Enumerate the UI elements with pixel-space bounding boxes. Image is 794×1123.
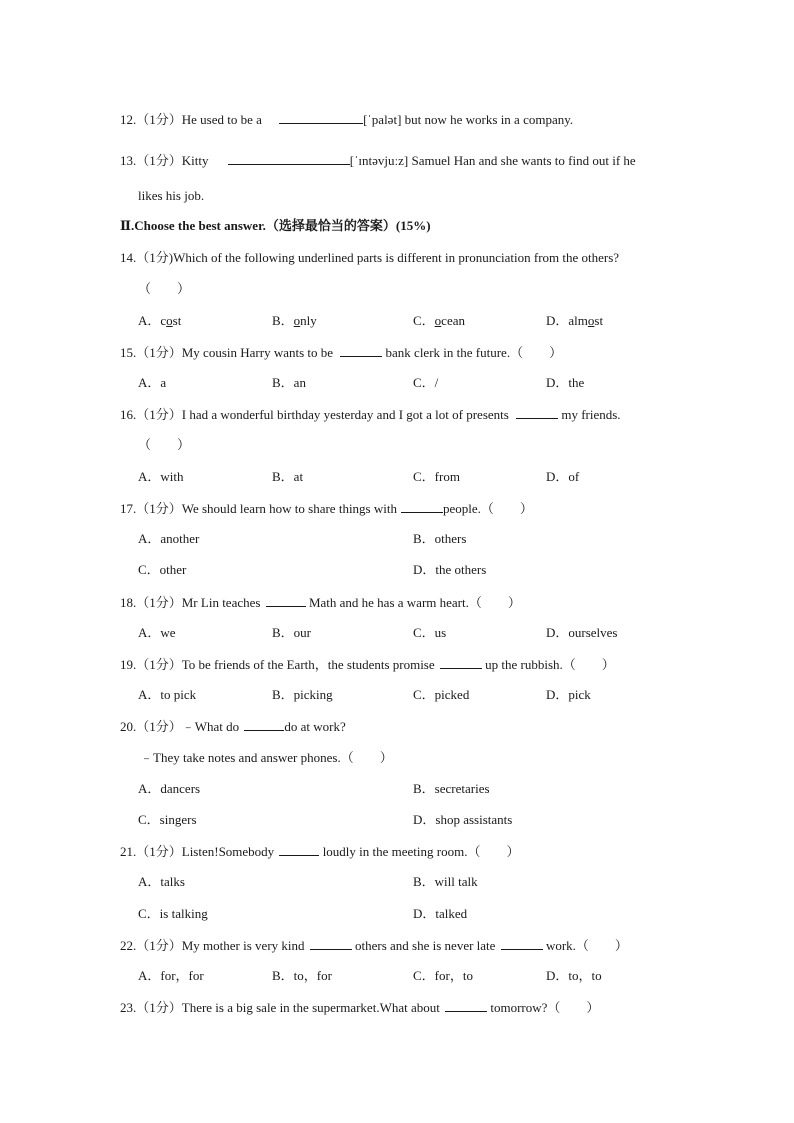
answer-blank[interactable] [266,594,306,607]
option-letter: A． [138,687,161,702]
q18-stem: 18.（1分）Mr Lin teaches [120,595,261,610]
question-19 [120,656,615,673]
q20-response-line: ﹣They take notes and answer phones.（ ） [140,750,393,765]
option-letter: C． [138,562,160,577]
option-text: st [172,313,182,328]
q19-stem-end: up the rubbish.（ ） [485,657,615,672]
option-b[interactable] [272,687,333,703]
option-c[interactable] [413,313,465,329]
option-text: a [160,375,167,390]
underlined-letter: o [587,313,595,328]
option-letter: C． [413,313,435,328]
option-a[interactable] [138,313,181,329]
option-b[interactable] [272,313,317,329]
q19-stem: 19.（1分）To be friends of the Earth，the students promise [120,657,435,672]
option-a[interactable] [138,531,199,547]
q23-stem-end: tomorrow?（ ） [490,1000,600,1015]
option-text: another [160,531,200,546]
option-letter: A． [138,375,161,390]
option-letter: B． [272,625,294,640]
q22-stem-end: work.（ ） [545,938,628,953]
option-b[interactable] [413,781,490,797]
q22-stem: 22.（1分）My mother is very kind [120,938,305,953]
q21-stem-end: loudly in the meeting room.（ ） [322,844,520,859]
option-a[interactable] [138,625,176,641]
option-letter: D． [546,968,569,983]
answer-paren[interactable]: （ ） [138,281,191,296]
option-text: at [293,469,304,484]
option-letter: A． [138,968,161,983]
option-b[interactable] [272,469,303,485]
option-d[interactable] [413,812,512,828]
option-text: to pick [160,687,197,702]
option-a[interactable] [138,874,185,890]
option-letter: A． [138,531,161,546]
option-text: nly [300,313,317,328]
option-letter: C． [413,469,435,484]
option-text: others [434,531,467,546]
option-text: the [568,375,585,390]
option-letter: C． [138,906,160,921]
option-a[interactable] [138,687,196,703]
option-text: ourselves [568,625,618,640]
underlined-letter: o [166,313,173,328]
option-a[interactable] [138,968,204,984]
option-text: is talking [159,906,208,921]
q13-continuation: likes his job. [138,188,205,203]
option-c[interactable] [413,469,460,485]
q13-phonetic: [ˈɪntəvjuːz] Samuel Han and she wants to find out if he [349,153,636,168]
option-d[interactable] [546,968,602,984]
answer-blank[interactable] [516,406,558,419]
option-text: for，to [434,968,473,983]
option-letter: B． [272,469,294,484]
option-letter: A． [138,874,161,889]
option-text: dancers [160,781,201,796]
option-text: the others [435,562,487,577]
option-letter: A． [138,625,161,640]
option-text: will talk [434,874,478,889]
option-letter: D． [546,469,569,484]
option-letter: B． [272,687,294,702]
option-text: talks [160,874,185,889]
option-b[interactable] [272,375,306,391]
option-text: picking [293,687,333,702]
option-letter: B． [413,781,435,796]
option-text: st [594,313,604,328]
option-letter: C． [138,812,160,827]
question-21 [120,843,519,860]
option-text: alm [568,313,588,328]
option-letter: B． [272,968,294,983]
q16-stem: 16.（1分）I had a wonderful birthday yesterday and I got a lot of presents [120,407,509,422]
option-letter: C． [413,687,435,702]
option-text: talked [435,906,468,921]
answer-blank[interactable] [279,111,363,124]
option-text: from [434,469,460,484]
q12-phonetic: [ˈpalət] but now he works in a company. [363,112,574,127]
q20-stem-end: do at work? [284,719,346,734]
option-letter: A． [138,469,161,484]
question-12 [120,111,573,128]
option-c[interactable] [138,562,186,578]
option-text: our [293,625,312,640]
answer-blank[interactable] [501,937,543,950]
option-d[interactable] [413,906,467,922]
question-23 [120,999,599,1016]
option-b[interactable] [272,968,332,984]
question-22 [120,937,628,954]
option-c[interactable] [413,625,446,641]
option-d[interactable] [413,562,486,578]
option-letter: C． [413,375,435,390]
option-text: / [434,375,439,390]
option-d[interactable] [546,313,603,329]
q17-stem-end: people.（ ） [442,501,533,516]
question-16 [120,406,621,423]
option-text: us [434,625,447,640]
option-letter: C． [413,968,435,983]
option-letter: B． [413,531,435,546]
option-text: for，for [160,968,204,983]
question-17 [120,500,533,517]
option-text: shop assistants [435,812,513,827]
option-d[interactable] [546,375,584,391]
option-text: to，for [293,968,332,983]
option-letter: D． [546,313,569,328]
option-c[interactable] [413,687,469,703]
answer-paren[interactable]: （ ） [138,437,191,452]
question-20 [120,718,346,735]
option-d[interactable] [546,469,579,485]
option-letter: B． [272,375,294,390]
option-text: other [159,562,187,577]
option-text: pick [568,687,591,702]
question-13 [120,152,636,169]
section-heading: Ⅱ.Choose the best answer.（选择最恰当的答案）(15%) [120,218,431,233]
underlined-letter: o [434,313,442,328]
answer-blank[interactable] [310,937,352,950]
option-text: singers [159,812,197,827]
q15-stem-end: bank clerk in the future.（ ） [385,345,563,360]
option-letter: D． [546,375,569,390]
option-letter: D． [413,906,436,921]
question-18 [120,594,521,611]
option-text: an [293,375,306,390]
q23-stem: 23.（1分）There is a big sale in the supermarket.What about [120,1000,440,1015]
q15-stem: 15.（1分）My cousin Harry wants to be [120,345,334,360]
option-text: cean [441,313,465,328]
option-b[interactable] [413,531,466,547]
answer-blank[interactable] [401,500,443,513]
option-c[interactable] [138,812,197,828]
option-letter: A． [138,313,161,328]
option-letter: D． [546,687,569,702]
option-text: picked [434,687,470,702]
answer-blank[interactable] [440,656,482,669]
option-text: to，to [568,968,602,983]
answer-blank[interactable] [445,999,487,1012]
underlined-letter: o [293,313,301,328]
q18-stem-end: Math and he has a warm heart.（ ） [308,595,521,610]
option-text: we [160,625,176,640]
option-a[interactable] [138,781,200,797]
answer-blank[interactable] [279,843,319,856]
option-b[interactable] [272,625,311,641]
question-15 [120,344,562,361]
option-d[interactable] [546,687,591,703]
answer-blank[interactable] [228,152,350,165]
q12-prefix: 12.（1分）He used to be a [120,112,262,127]
option-c[interactable] [413,375,438,391]
option-text: with [160,469,184,484]
option-letter: D． [546,625,569,640]
q17-stem: 17.（1分）We should learn how to share things with [120,501,397,516]
option-c[interactable] [413,968,473,984]
option-c[interactable] [138,906,208,922]
question-14-stem: 14.（1分)Which of the following underlined parts is different in pronunciation from the others? [120,250,620,265]
option-letter: D． [413,562,436,577]
option-letter: B． [272,313,294,328]
option-letter: B． [413,874,435,889]
q16-stem-end: my friends. [561,407,621,422]
option-text: secretaries [434,781,490,796]
q22-stem-mid: others and she is never late [355,938,496,953]
option-b[interactable] [413,874,478,890]
option-d[interactable] [546,625,618,641]
answer-blank[interactable] [244,718,284,731]
answer-blank[interactable] [340,344,382,357]
q21-stem: 21.（1分）Listen!Somebody [120,844,275,859]
option-a[interactable] [138,375,166,391]
option-letter: D． [413,812,436,827]
option-text: c [160,313,167,328]
option-text: of [568,469,580,484]
q13-prefix: 13.（1分）Kitty [120,153,209,168]
option-letter: A． [138,781,161,796]
option-letter: C． [413,625,435,640]
option-a[interactable] [138,469,184,485]
q20-stem: 20.（1分）﹣What do [120,719,240,734]
